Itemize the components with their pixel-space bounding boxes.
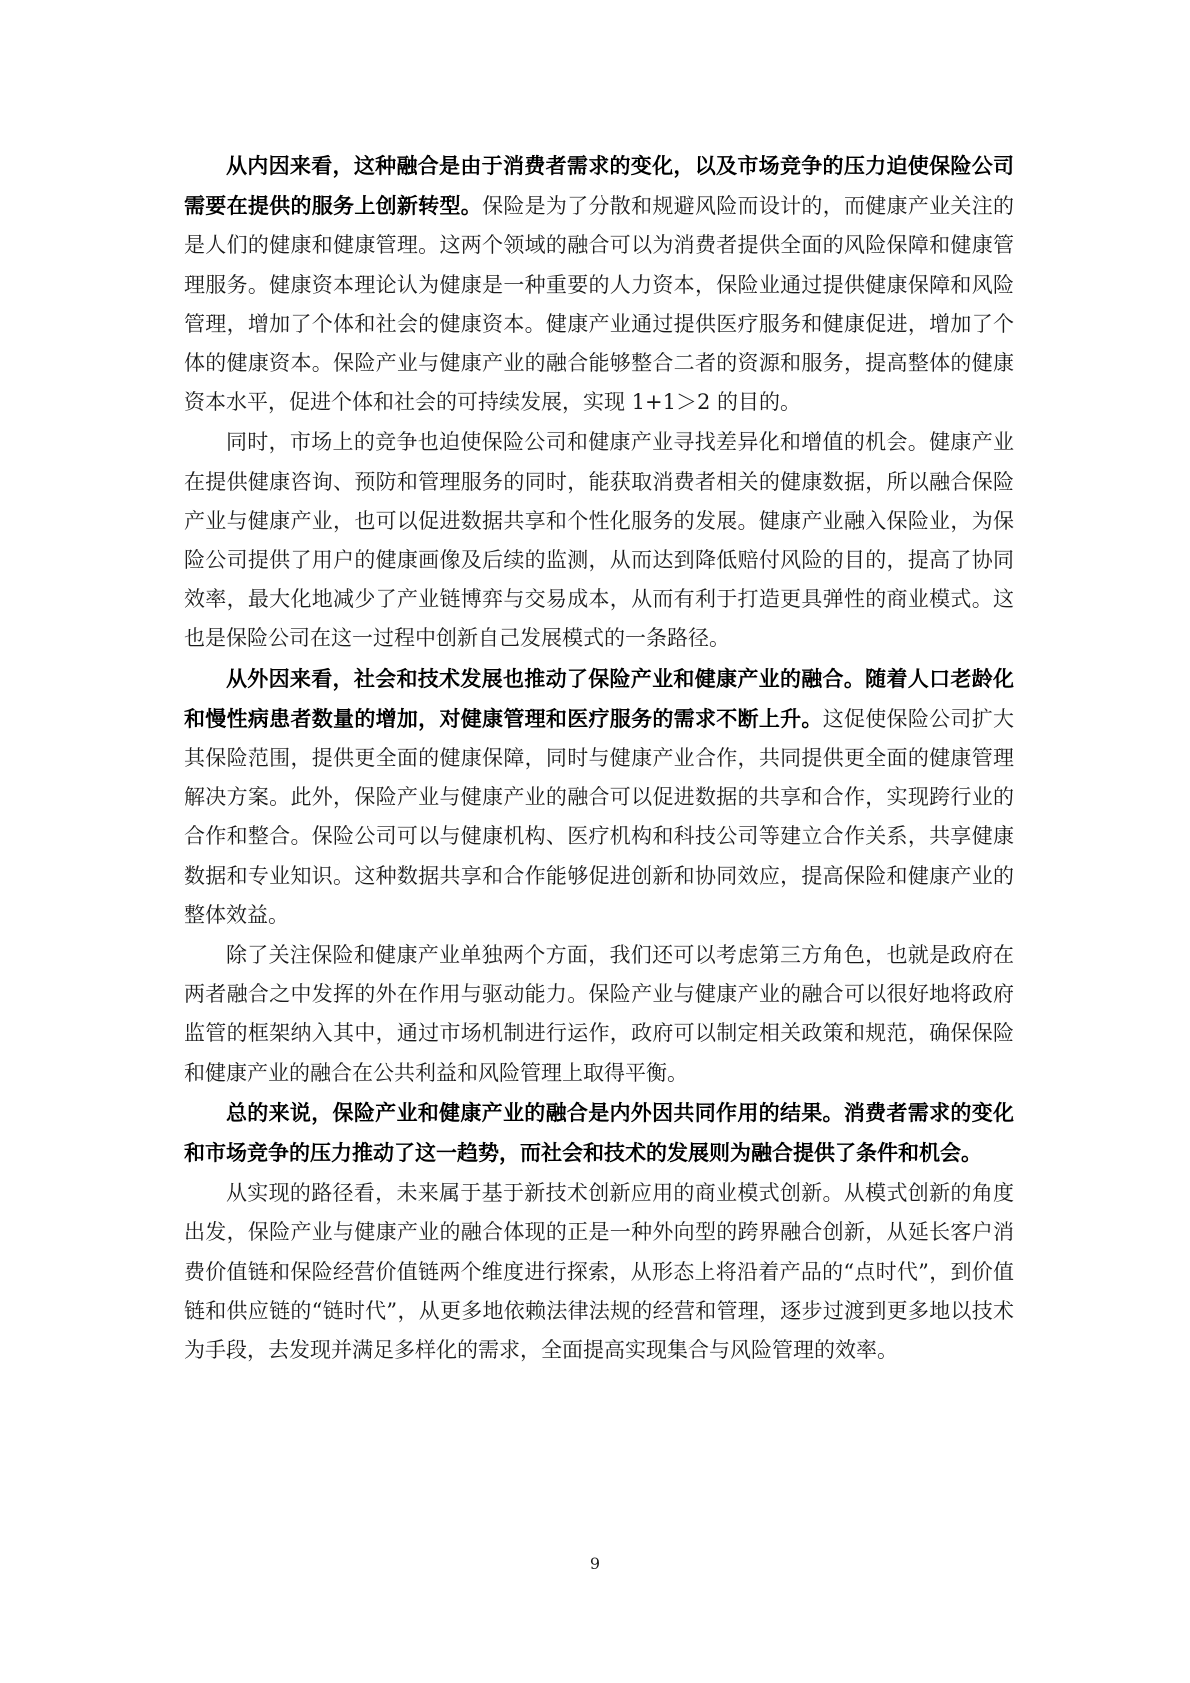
paragraph-text: 保险是为了分散和规避风险而设计的，而健康产业关注的是人们的健康和健康管理。这两个领域的融合可以为消费者提供全面的风险保障和健康管理服务。健康资本理论认为健康是一种重要的人力资本，保险业通过提供健康保障和风险管理，增加了个体和社会的健康资本。健康产业通过提供医疗服务和健康促进，增加了个体的健康资本。保险产业与健康产业的融合能够整合二者的资源和服务，提高整体的健康资本水平，促进个体和社会的可持续发展，实现 1+1＞2 的目的。 (184, 194, 1015, 415)
paragraph-internal-factors (184, 146, 1014, 422)
paragraph-text: 同时，市场上的竞争也迫使保险公司和健康产业寻找差异化和增值的机会。健康产业在提供健康咨询、预防和管理服务的同时，能获取消费者相关的健康数据，所以融合保险产业与健康产业，也可以促进数据共享和个性化服务的发展。健康产业融入保险业，为保险公司提供了用户的健康画像及后续的监测，从而达到降低赔付风险的目的，提高了协同效率，最大化地减少了产业链博弈与交易成本，从而有利于打造更具弹性的商业模式。这也是保险公司在这一过程中创新自己发展模式的一条路径。 (184, 430, 1014, 651)
paragraph-summary (184, 1093, 1014, 1173)
paragraph-government-role (184, 935, 1014, 1093)
paragraph-text: 除了关注保险和健康产业单独两个方面，我们还可以考虑第三方角色，也就是政府在两者融合之中发挥的外在作用与驱动能力。保险产业与健康产业的融合可以很好地将政府监管的框架纳入其中，通过市场机制进行运作，政府可以制定相关政策和规范，确保保险和健康产业的融合在公共利益和风险管理上取得平衡。 (184, 943, 1014, 1085)
page-number: 9 (589, 1554, 601, 1573)
paragraph-lead-bold: 从外因来看，社会和技术发展也推动了保险产业和健康产业的融合。随着人口老龄化和慢性病患者数量的增加，对健康管理和医疗服务的需求不断上升。 (184, 665, 1014, 731)
paragraph-text: 从实现的路径看，未来属于基于新技术创新应用的商业模式创新。从模式创新的角度出发，保险产业与健康产业的融合体现的正是一种外向型的跨界融合创新，从延长客户消费价值链和保险经营价值链两个维度进行探索，从形态上将沿着产品的“点时代”，到价值链和供应链的“链时代”，从更多地依赖法律法规的经营和管理，逐步过渡到更多地以技术为手段，去发现并满足多样化的需求，全面提高实现集合与风险管理的效率。 (184, 1181, 1014, 1363)
paragraph-text: 这促使保险公司扩大其保险范围，提供更全面的健康保障，同时与健康产业合作，共同提供更全面的健康管理解决方案。此外，保险产业与健康产业的融合可以促进数据的共享和合作，实现跨行业的合作和整合。保险公司可以与健康机构、医疗机构和科技公司等建立合作关系，共享健康数据和专业知识。这种数据共享和合作能够促进创新和协同效应，提高保险和健康产业的整体效益。 (184, 706, 1015, 927)
paragraph-lead-bold: 从内因来看，这种融合是由于消费者需求的变化，以及市场竞争的压力迫使保险公司需要在提供的服务上创新转型。 (184, 153, 1014, 219)
paragraph-external-factors (184, 659, 1014, 935)
paragraph-lead-bold: 总的来说，保险产业和健康产业的融合是内外因共同作用的结果。消费者需求的变化和市场竞争的压力推动了这一趋势，而社会和技术的发展则为融合提供了条件和机会。 (184, 1099, 1014, 1166)
paragraph-implementation-path (184, 1173, 1014, 1370)
paragraph-market-competition (184, 422, 1014, 658)
body-text (184, 146, 1014, 1370)
